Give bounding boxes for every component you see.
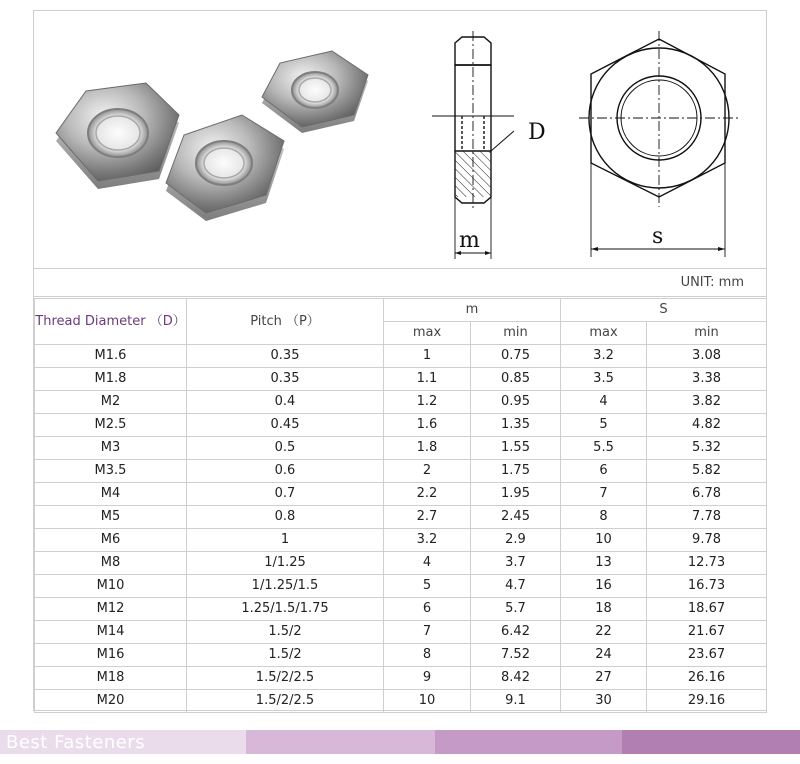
nut-photo-middle [166, 115, 284, 221]
table-cell: M2.5 [35, 414, 187, 437]
table-cell: M6 [35, 529, 187, 552]
table-cell: 3.08 [647, 345, 767, 368]
table-row [35, 621, 767, 644]
table-cell: 8 [384, 644, 471, 667]
table-row [35, 690, 767, 713]
table-row [35, 644, 767, 667]
table-row [35, 437, 767, 460]
footer-segment [246, 730, 435, 754]
table-cell: 0.75 [471, 345, 561, 368]
table-cell: M5 [35, 506, 187, 529]
table-cell: 4 [384, 552, 471, 575]
unit-label: UNIT: [680, 275, 715, 290]
table-cell: 1.95 [471, 483, 561, 506]
table-cell: 2 [384, 460, 471, 483]
table-cell: 1/1.25 [187, 552, 384, 575]
table-cell: 1.75 [471, 460, 561, 483]
table-cell: M1.8 [35, 368, 187, 391]
table-cell: 3.38 [647, 368, 767, 391]
table-cell: 8 [561, 506, 647, 529]
header-m: m [384, 299, 561, 322]
header-s: S [561, 299, 767, 322]
table-cell: M14 [35, 621, 187, 644]
table-cell: 6.78 [647, 483, 767, 506]
table-cell: 5.82 [647, 460, 767, 483]
table-cell: 3.5 [561, 368, 647, 391]
nut-illustration [34, 11, 766, 268]
table-row [35, 368, 767, 391]
table-cell: 8.42 [471, 667, 561, 690]
table-cell: 1 [187, 529, 384, 552]
table-cell: 0.95 [471, 391, 561, 414]
table-cell: 22 [561, 621, 647, 644]
table-cell: 2.9 [471, 529, 561, 552]
table-cell: 26.16 [647, 667, 767, 690]
table-cell: 7.78 [647, 506, 767, 529]
table-cell: 16 [561, 575, 647, 598]
table-cell: M3.5 [35, 460, 187, 483]
table-cell: 5 [384, 575, 471, 598]
table-cell: 5.32 [647, 437, 767, 460]
label-m: m [459, 228, 480, 253]
table-row [35, 529, 767, 552]
table-cell: 4.7 [471, 575, 561, 598]
nut-photo-left [56, 83, 179, 189]
table-cell: 0.35 [187, 345, 384, 368]
table-cell: 1.2 [384, 391, 471, 414]
table-cell: 2.45 [471, 506, 561, 529]
table-cell: 1.1 [384, 368, 471, 391]
table-cell: 29.16 [647, 690, 767, 713]
table-cell: M4 [35, 483, 187, 506]
dimension-table [34, 298, 767, 713]
table-cell: 7.52 [471, 644, 561, 667]
table-cell: M16 [35, 644, 187, 667]
table-cell: 1.5/2/2.5 [187, 667, 384, 690]
table-cell: M10 [35, 575, 187, 598]
table-cell: M20 [35, 690, 187, 713]
label-s: s [652, 224, 664, 249]
table-cell: 2.7 [384, 506, 471, 529]
table-cell: 0.45 [187, 414, 384, 437]
table-cell: 1.5/2/2.5 [187, 690, 384, 713]
table-cell: 3.2 [561, 345, 647, 368]
table-cell: 4 [561, 391, 647, 414]
table-cell: 1.8 [384, 437, 471, 460]
header-s-max: max [561, 322, 647, 345]
table-cell: 0.4 [187, 391, 384, 414]
header-m-min: min [471, 322, 561, 345]
spec-sheet [33, 10, 767, 711]
table-cell: 5.7 [471, 598, 561, 621]
table-row [35, 483, 767, 506]
header-m-max: max [384, 322, 471, 345]
table-row [35, 460, 767, 483]
table-row [35, 414, 767, 437]
table-cell: 1/1.25/1.5 [187, 575, 384, 598]
table-cell: 1.35 [471, 414, 561, 437]
table-cell: 3.7 [471, 552, 561, 575]
table-cell: 1 [384, 345, 471, 368]
table-cell: 1.5/2 [187, 644, 384, 667]
header-pitch: Pitch （P） [187, 299, 384, 345]
table-row [35, 345, 767, 368]
brand-name: Best Fasteners [6, 732, 146, 753]
side-view-drawing [432, 31, 514, 259]
nut-photo-right [262, 51, 368, 133]
table-cell: M2 [35, 391, 187, 414]
table-cell: 6 [384, 598, 471, 621]
table-row [35, 552, 767, 575]
table-cell: 5.5 [561, 437, 647, 460]
table-row [35, 506, 767, 529]
table-cell: 0.7 [187, 483, 384, 506]
table-cell: 9.1 [471, 690, 561, 713]
table-cell: 1.55 [471, 437, 561, 460]
table-cell: 4.82 [647, 414, 767, 437]
footer-segment [435, 730, 622, 754]
table-cell: 1.6 [384, 414, 471, 437]
unit-value: mm [718, 275, 744, 290]
table-cell: 27 [561, 667, 647, 690]
product-illustration-area [34, 11, 766, 269]
table-cell: 9.78 [647, 529, 767, 552]
table-cell: 9 [384, 667, 471, 690]
table-cell: 24 [561, 644, 647, 667]
table-cell: 23.67 [647, 644, 767, 667]
table-cell: 3.82 [647, 391, 767, 414]
table-cell: 12.73 [647, 552, 767, 575]
table-cell: M18 [35, 667, 187, 690]
header-thread-diameter: Thread Diameter （D） [35, 299, 187, 345]
table-cell: 0.85 [471, 368, 561, 391]
table-row [35, 667, 767, 690]
label-d: D [528, 120, 546, 145]
table-cell: M12 [35, 598, 187, 621]
table-row [35, 391, 767, 414]
table-cell: 0.35 [187, 368, 384, 391]
brand-footer [0, 730, 800, 754]
table-cell: M8 [35, 552, 187, 575]
table-cell: 6.42 [471, 621, 561, 644]
unit-row [34, 269, 766, 297]
table-cell: 0.5 [187, 437, 384, 460]
table-cell: 6 [561, 460, 647, 483]
table-cell: 7 [561, 483, 647, 506]
table-row [35, 575, 767, 598]
table-cell: 2.2 [384, 483, 471, 506]
table-cell: 7 [384, 621, 471, 644]
footer-segment [622, 730, 800, 754]
table-cell: 3.2 [384, 529, 471, 552]
table-cell: M3 [35, 437, 187, 460]
header-s-min: min [647, 322, 767, 345]
table-cell: 0.8 [187, 506, 384, 529]
table-cell: 21.67 [647, 621, 767, 644]
table-cell: 5 [561, 414, 647, 437]
table-row [35, 598, 767, 621]
table-cell: 10 [561, 529, 647, 552]
table-cell: 18 [561, 598, 647, 621]
table-cell: 1.25/1.5/1.75 [187, 598, 384, 621]
table-cell: 18.67 [647, 598, 767, 621]
table-cell: 1.5/2 [187, 621, 384, 644]
table-cell: 10 [384, 690, 471, 713]
table-cell: 13 [561, 552, 647, 575]
table-cell: 30 [561, 690, 647, 713]
table-cell: 0.6 [187, 460, 384, 483]
table-cell: 16.73 [647, 575, 767, 598]
table-cell: M1.6 [35, 345, 187, 368]
